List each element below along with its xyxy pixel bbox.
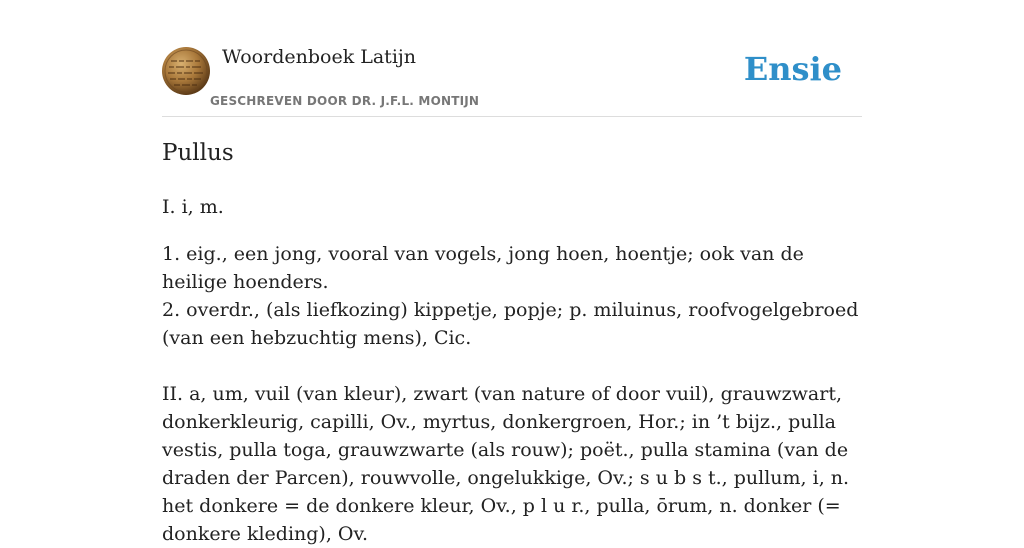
entry-meaning-1: 1. eig., een jong, vooral van vogels, jong hoen, hoentje; ook van de heilige hoenders. bbox=[162, 243, 804, 293]
paragraph-gap bbox=[162, 352, 866, 380]
page bbox=[162, 0, 862, 545]
entry-meaning-2: 2. overdr., (als liefkozing) kippetje, popje; p. miluinus, roofvogelgebroed (van een hebzuchtig mens), Cic. bbox=[162, 299, 859, 349]
author-line: GESCHREVEN DOOR DR. J.F.L. MONTIJN bbox=[210, 94, 480, 108]
ensie-logo-link[interactable]: Ensie bbox=[743, 50, 842, 88]
ancient-coin-icon[interactable] bbox=[162, 47, 210, 95]
entry-section-2: II. a, um, vuil (van kleur), zwart (van nature of door vuil), grauwzwart, donkerkleurig, capilli, Ov., myrtus, donkergroen, Hor.; in ’t bijz., pulla vestis, pulla toga, grauwzwarte (als rouw); poët., pulla stamina (van de draden der Parcen), rouwvolle, ongelukkige, Ov.; s u b s t., pullum, i, n. het donkere = de donkere kleur, Ov., p l u r., pulla, ōrum, n. donker (= donkere kleding), Ov. bbox=[162, 383, 850, 545]
entry-title: Pullus bbox=[162, 140, 234, 166]
entry-grammar: I. i, m. bbox=[162, 196, 224, 218]
book-title[interactable]: Woordenboek Latijn bbox=[222, 46, 417, 68]
header bbox=[162, 0, 862, 117]
entry-body bbox=[162, 193, 866, 548]
